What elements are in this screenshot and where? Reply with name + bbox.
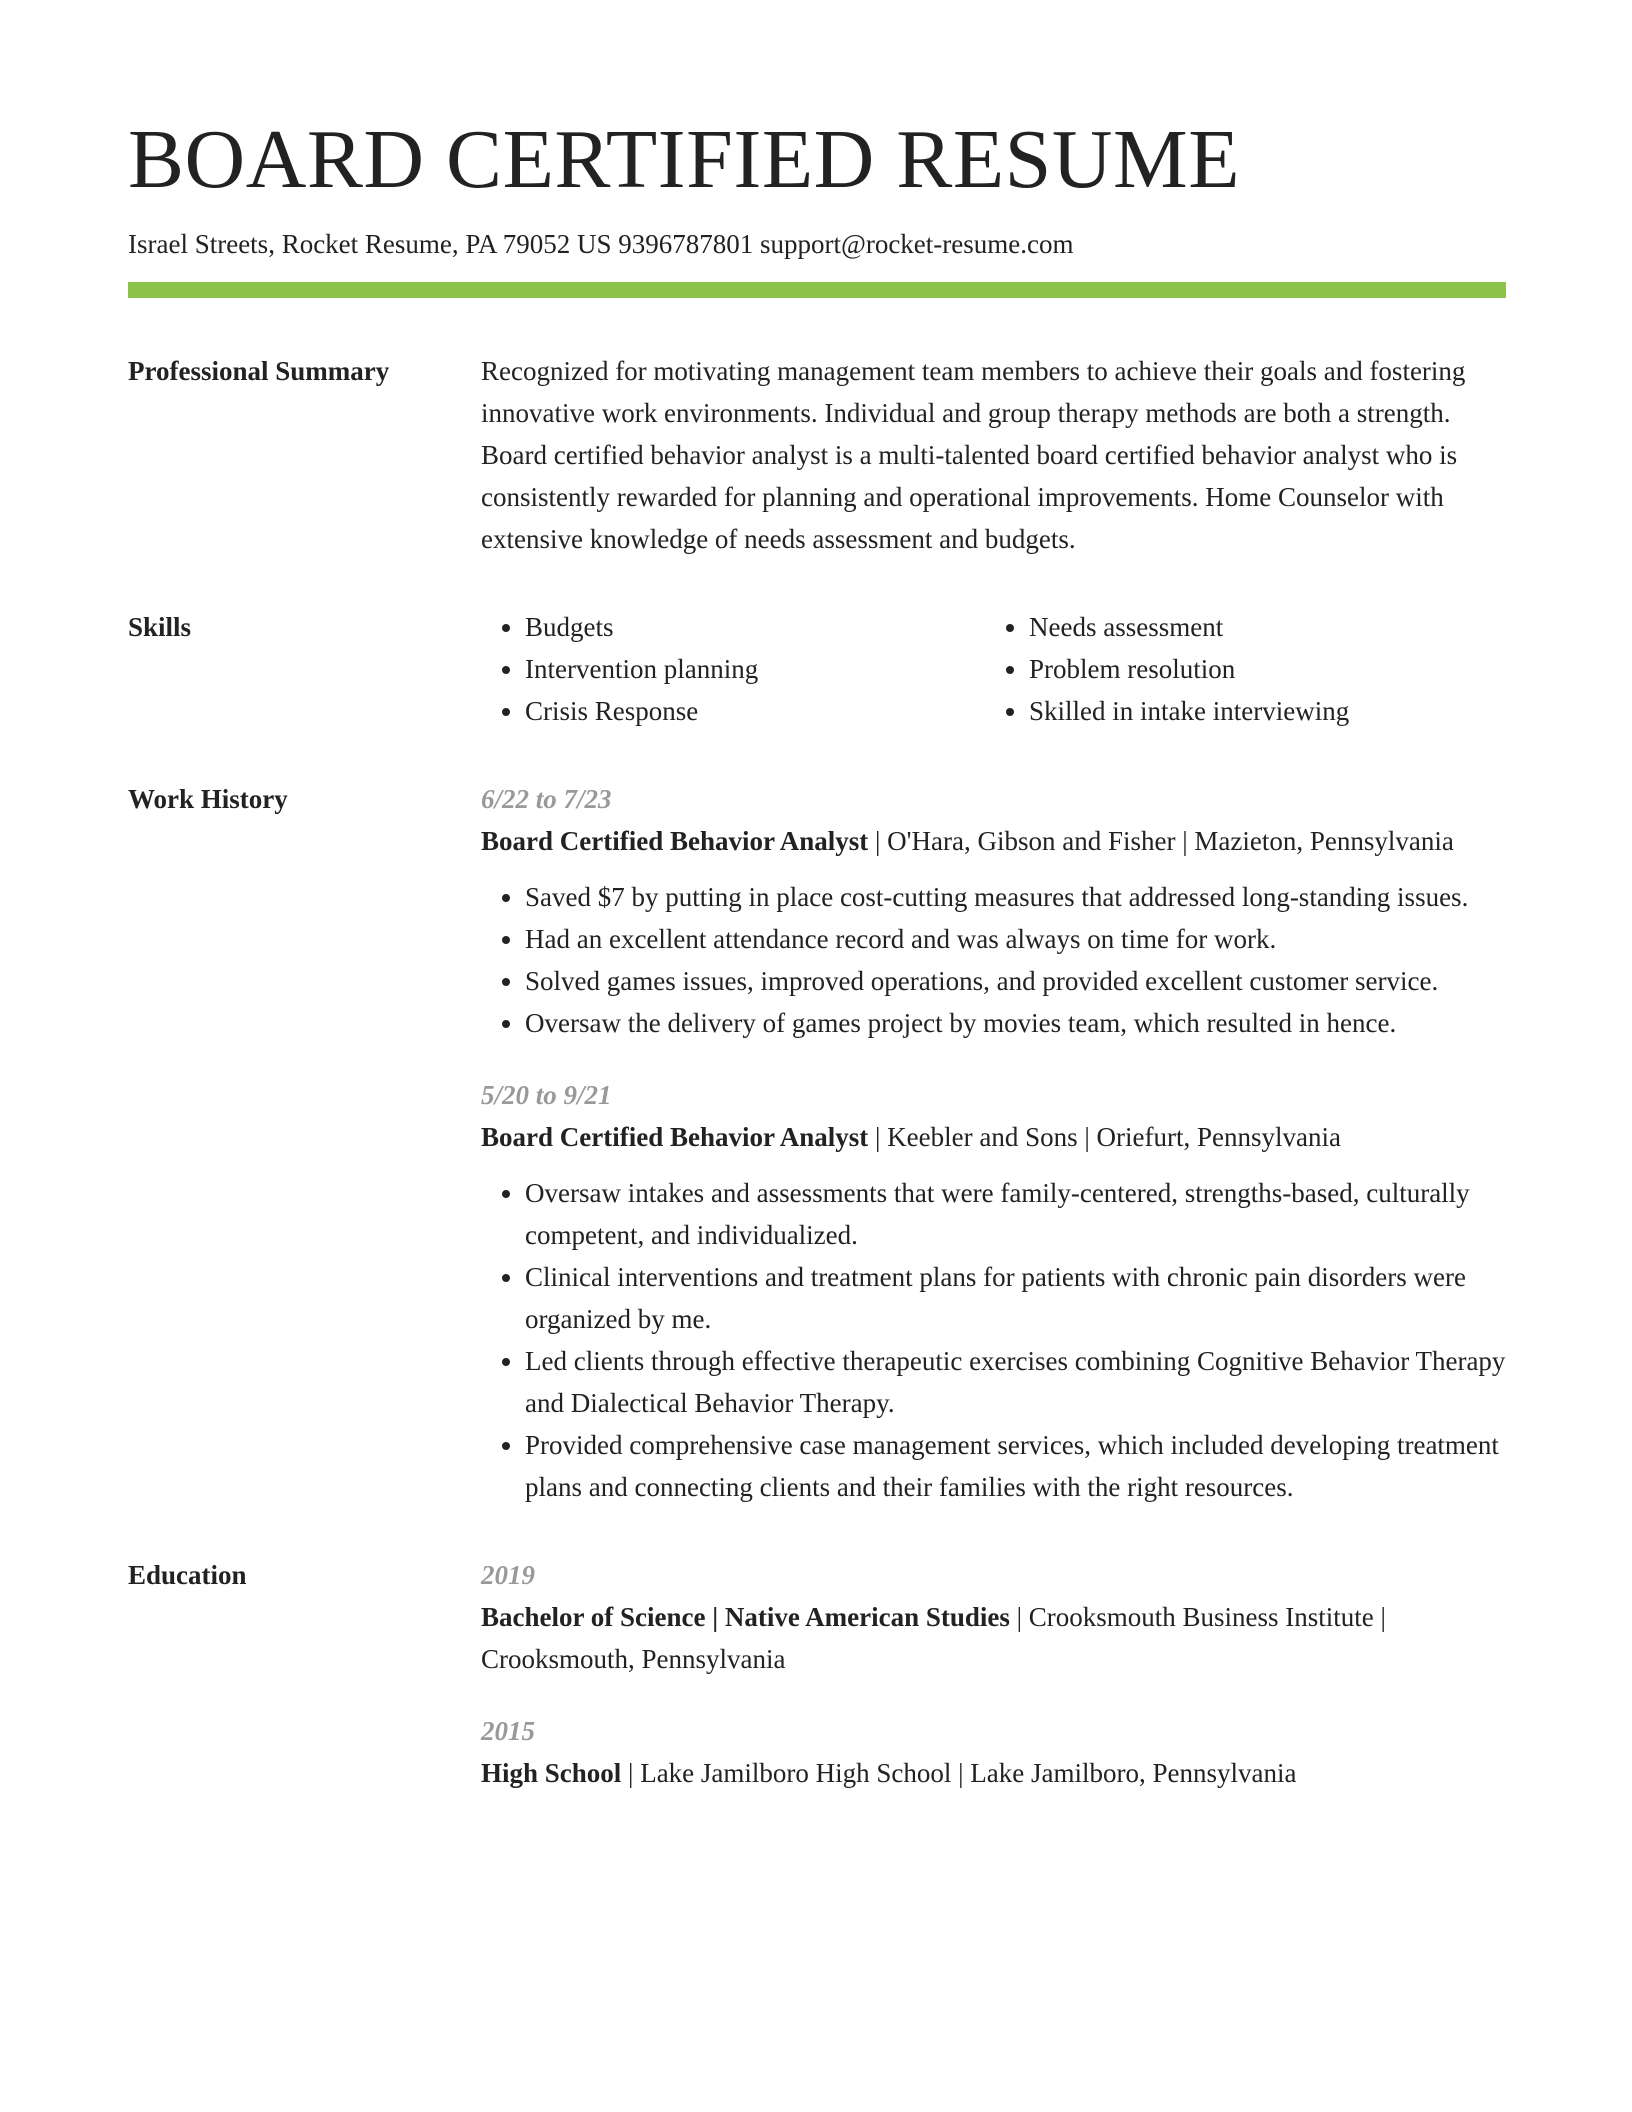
job-date: 5/20 to 9/21 xyxy=(481,1080,612,1111)
skill-item: • Budgets xyxy=(525,606,985,648)
skills-heading: Skills xyxy=(128,612,192,643)
job-role-line xyxy=(481,1116,1506,1158)
education-line xyxy=(481,1596,1506,1680)
education-year: 2015 xyxy=(481,1716,535,1747)
skill-item: • Crisis Response xyxy=(525,690,985,732)
job-bullets xyxy=(481,876,1506,1044)
summary-text: Recognized for motivating management team members to achieve their goals and fostering innovative work environments. Individual and group therapy methods are both a strength. Board certified behavior analyst is a multi-talented board certified behavior analyst who is consistently rewarded for planning and operational improvements. Home Counselor with extensive knowledge of needs assessment and budgets. xyxy=(481,356,1466,555)
education-entry xyxy=(481,1554,1506,1680)
job-details: | O'Hara, Gibson and Fisher | Mazieton, Pennsylvania xyxy=(868,826,1454,857)
job-entry xyxy=(481,778,1506,1044)
skills-body xyxy=(481,606,1506,732)
job-entry xyxy=(481,1074,1506,1508)
contact-line xyxy=(128,228,1506,260)
summary-heading: Professional Summary xyxy=(128,356,390,387)
job-bullet: • Had an excellent attendance record and was always on time for work. xyxy=(525,918,1506,960)
work-history-heading: Work History xyxy=(128,784,288,815)
job-bullet: • Saved $7 by putting in place cost-cutting measures that addressed long-standing issues. xyxy=(525,876,1506,918)
skill-item: • Skilled in intake interviewing xyxy=(1029,690,1489,732)
job-bullets xyxy=(481,1172,1506,1508)
job-bullet: • Oversaw the delivery of games project by movies team, which resulted in hence. xyxy=(525,1002,1506,1044)
education-heading: Education xyxy=(128,1560,247,1591)
skill-item: • Problem resolution xyxy=(1029,648,1489,690)
contact-address: Israel Streets, Rocket Resume, PA 79052 US xyxy=(128,229,612,259)
job-title: Board Certified Behavior Analyst xyxy=(481,826,869,857)
job-role-line xyxy=(481,820,1506,862)
education-degree: Bachelor of Science | Native American Studies xyxy=(481,1602,1010,1633)
contact-phone: 9396787801 xyxy=(618,229,754,259)
skill-item: • Intervention planning xyxy=(525,648,985,690)
education-details: | Crooksmouth Business Institute | Crooksmouth, Pennsylvania xyxy=(481,1602,1386,1675)
education-line xyxy=(481,1752,1506,1794)
work-history-body xyxy=(481,778,1506,1508)
accent-divider xyxy=(128,282,1506,298)
job-bullet: • Led clients through effective therapeutic exercises combining Cognitive Behavior Therapy and Dialectical Behavior Therapy. xyxy=(525,1340,1506,1424)
skills-section xyxy=(128,606,1506,732)
education-year: 2019 xyxy=(481,1560,535,1591)
education-entry xyxy=(481,1710,1506,1794)
contact-email: support@rocket-resume.com xyxy=(759,229,1074,259)
summary-body xyxy=(481,350,1506,560)
skills-column-1 xyxy=(481,606,985,732)
job-bullet: • Provided comprehensive case management services, which included developing treatment plans and connecting clients and their families with the right resources. xyxy=(525,1424,1506,1508)
resume-title: BOARD CERTIFIED RESUME xyxy=(128,113,1241,206)
education-details: | Lake Jamilboro High School | Lake Jamilboro, Pennsylvania xyxy=(621,1758,1297,1789)
job-details: | Keebler and Sons | Oriefurt, Pennsylvania xyxy=(868,1122,1341,1153)
education-section xyxy=(128,1554,1506,1794)
job-bullet: • Oversaw intakes and assessments that were family-centered, strengths-based, culturally competent, and individualized. xyxy=(525,1172,1506,1256)
work-history-section xyxy=(128,778,1506,1508)
job-bullet: • Solved games issues, improved operations, and provided excellent customer service. xyxy=(525,960,1506,1002)
skill-item: • Needs assessment xyxy=(1029,606,1489,648)
skills-column-2 xyxy=(985,606,1489,732)
education-degree: High School xyxy=(481,1758,622,1789)
job-title: Board Certified Behavior Analyst xyxy=(481,1122,869,1153)
resume-page xyxy=(128,113,1506,1794)
education-body xyxy=(481,1554,1506,1794)
job-bullet: • Clinical interventions and treatment plans for patients with chronic pain disorders were organized by me. xyxy=(525,1256,1506,1340)
job-date: 6/22 to 7/23 xyxy=(481,784,612,815)
summary-section xyxy=(128,350,1506,560)
